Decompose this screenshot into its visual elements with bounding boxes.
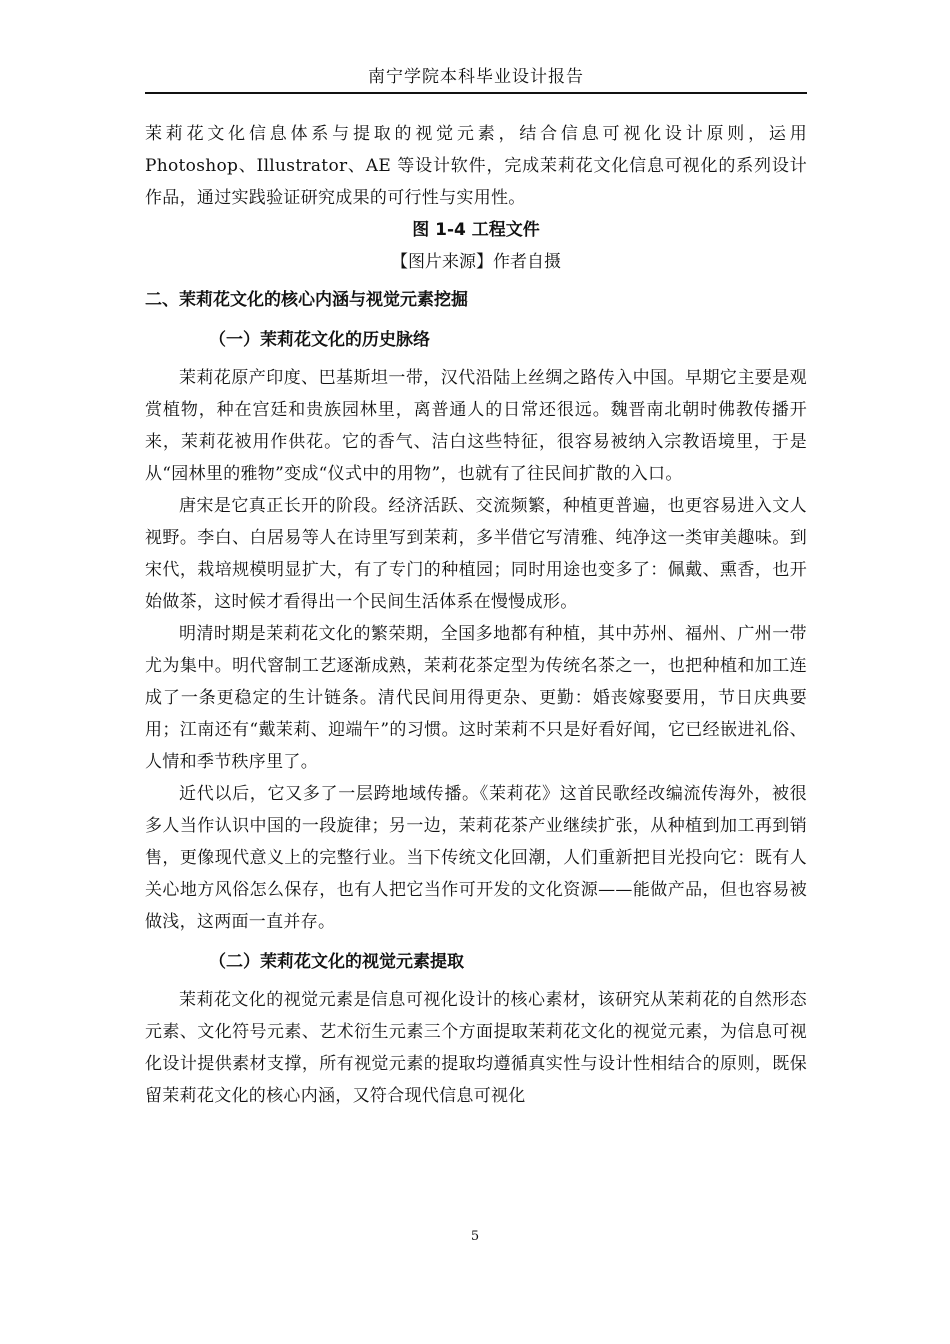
body-paragraph: 唐宋是它真正长开的阶段。经济活跃、交流频繁，种植更普遍，也更容易进入文人视野。李白、白居易等人在诗里写到茉莉，多半借它写清雅、纯净这一类审美趣味。到宋代，栽培规模明显扩大，有了专门的种植园；同时用途也变多了：佩戴、熏香，也开始做茶，这时候才看得出一个民间生活体系在慢慢成形。 bbox=[145, 496, 807, 612]
header-rule bbox=[145, 92, 807, 94]
subsection-heading-visual-elements: （二）茉莉花文化的视觉元素提取 bbox=[209, 952, 464, 972]
page-number: 5 bbox=[470, 1229, 480, 1244]
figure-caption: 图 1-4 工程文件 bbox=[412, 220, 540, 240]
subsection-heading-history: （一）茉莉花文化的历史脉络 bbox=[209, 330, 430, 350]
body-paragraph: 明清时期是茉莉花文化的繁荣期，全国多地都有种植，其中苏州、福州、广州一带尤为集中。明代窨制工艺逐渐成熟，茉莉花茶定型为传统名茶之一，也把种植和加工连成了一条更稳定的生计链条。清代民间用得更杂、更勤：婚丧嫁娶要用，节日庆典要用；江南还有“戴茉莉、迎端午”的习惯。这时茉莉不只是好看好闻，它已经嵌进礼俗、人情和季节秩序里了。 bbox=[145, 624, 807, 772]
figure-source: 【图片来源】作者自摄 bbox=[391, 252, 561, 272]
body-paragraph: 近代以后，它又多了一层跨地域传播。《茉莉花》这首民歌经改编流传海外，被很多人当作认识中国的一段旋律；另一边，茉莉花茶产业继续扩张，从种植到加工再到销售，更像现代意义上的完整行业。当下传统文化回潮，人们重新把目光投向它：既有人关心地方风俗怎么保存，也有人把它当作可开发的文化资源——能做产品，但也容易被做浅，这两面一直并存。 bbox=[145, 784, 807, 932]
intro-paragraph: 茉莉花文化信息体系与提取的视觉元素，结合信息可视化设计原则，运用Photoshop、Illustrator、AE 等设计软件，完成茉莉花文化信息可视化的系列设计作品，通过实践验证研究成果的可行性与实用性。 bbox=[145, 124, 807, 208]
running-header: 南宁学院本科毕业设计报告 bbox=[368, 67, 584, 87]
body-paragraph: 茉莉花原产印度、巴基斯坦一带，汉代沿陆上丝绸之路传入中国。早期它主要是观赏植物，种在宫廷和贵族园林里，离普通人的日常还很远。魏晋南北朝时佛教传播开来，茉莉花被用作供花。它的香气、洁白这些特征，很容易被纳入宗教语境里，于是从“园林里的雅物”变成“仪式中的用物”，也就有了往民间扩散的入口。 bbox=[145, 368, 807, 484]
page-body bbox=[145, 118, 807, 1112]
section-heading: 二、茉莉花文化的核心内涵与视觉元素挖掘 bbox=[145, 290, 468, 310]
body-paragraph: 茉莉花文化的视觉元素是信息可视化设计的核心素材，该研究从茉莉花的自然形态元素、文化符号元素、艺术衍生元素三个方面提取茉莉花文化的视觉元素，为信息可视化设计提供素材支撑，所有视觉元素的提取均遵循真实性与设计性相结合的原则，既保留茉莉花文化的核心内涵，又符合现代信息可视化 bbox=[145, 990, 807, 1106]
